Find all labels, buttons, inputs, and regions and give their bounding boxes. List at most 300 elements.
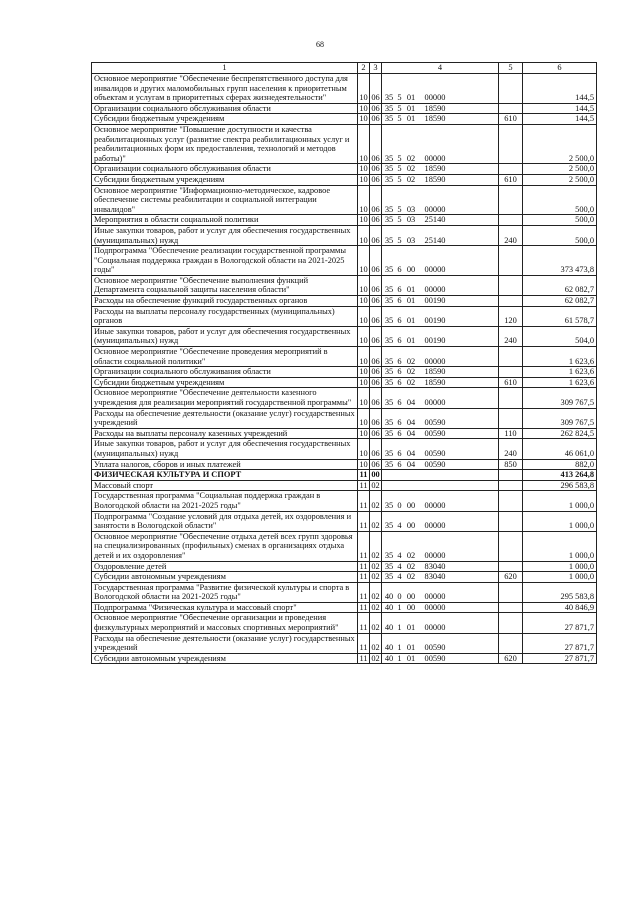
row-target-code — [382, 572, 499, 583]
table-row — [92, 174, 597, 185]
row-target-code — [382, 653, 499, 664]
code-segment: 01 — [406, 316, 416, 326]
code-segment: 5 — [397, 103, 402, 113]
code-segment: 5 — [397, 164, 402, 174]
row-name: Иные закупки товаров, работ и услуг для обеспечения государственных (муниципальных) нужд — [92, 225, 358, 245]
row-section: 10 — [359, 377, 368, 387]
row-target-code — [382, 215, 499, 226]
row-expense-type — [499, 408, 523, 428]
table-row — [92, 531, 597, 561]
row-name: Основное мероприятие "Информационно-методическое, кадровое обеспечение системы реабилитации и социальной интеграции инвалидов" — [92, 185, 358, 215]
row-section: 10 — [359, 428, 368, 438]
row-subsection: 06 — [370, 388, 382, 408]
code-segment: 02 — [406, 174, 416, 184]
code-segment: 04 — [406, 428, 416, 438]
code-segment: 1 — [397, 653, 402, 663]
row-expense-type — [499, 296, 523, 307]
code-segment: 35 — [384, 153, 394, 163]
code-segment: 00000 — [424, 93, 446, 103]
row-name: Расходы на обеспечение деятельности (оказание услуг) государственных учреждений — [92, 633, 358, 653]
row-amount: 2 500,0 — [523, 164, 597, 175]
row-name: Мероприятия в области социальной политики — [92, 215, 358, 226]
row-amount: 40 846,9 — [523, 602, 597, 613]
row-section: 11 — [358, 633, 370, 653]
row-name: Основное мероприятие "Обеспечение отдыха детей всех групп здоровья на специализированных (профильных) сменах в организациях отдыха детей и их оздоровления" — [92, 531, 358, 561]
table-row — [92, 124, 597, 163]
code-segment: 04 — [406, 448, 416, 458]
code-segment: 00190 — [424, 316, 446, 326]
code-segment: 00000 — [424, 592, 446, 602]
row-expense-type — [499, 74, 523, 104]
code-segment: 4 — [397, 561, 402, 571]
row-expense-type — [499, 491, 523, 511]
code-segment: 5 — [397, 114, 402, 124]
code-segment: 6 — [397, 356, 402, 366]
row-target-code — [382, 408, 499, 428]
row-subsection: 02 — [371, 480, 380, 490]
row-name: Иные закупки товаров, работ и услуг для обеспечения государственных (муниципальных) нужд — [92, 439, 358, 459]
code-segment: 00190 — [424, 296, 446, 306]
row-section: 10 — [358, 347, 370, 367]
row-expense-type: 240 — [499, 225, 523, 245]
row-amount: 144,5 — [523, 103, 597, 114]
row-target-code — [382, 225, 499, 245]
row-name: Основное мероприятие "Обеспечение выполнения функций Департамента социальной защиты населения области" — [92, 275, 358, 295]
row-target-code — [382, 347, 499, 367]
row-expense-type — [499, 511, 523, 531]
table-row — [92, 246, 597, 276]
table-row — [92, 185, 597, 215]
row-target-code — [382, 439, 499, 459]
code-segment: 18590 — [424, 174, 446, 184]
row-subsection: 02 — [370, 531, 382, 561]
row-section: 10 — [359, 367, 368, 377]
row-expense-type — [499, 185, 523, 215]
row-amount: 500,0 — [523, 185, 597, 215]
row-name: Расходы на обеспечение деятельности (оказание услуг) государственных учреждений — [92, 408, 358, 428]
row-section: 11 — [358, 491, 370, 511]
row-target-code — [382, 174, 499, 185]
code-segment: 35 — [384, 204, 394, 214]
code-segment: 6 — [397, 316, 402, 326]
table-row — [92, 633, 597, 653]
row-expense-type — [499, 613, 523, 633]
code-segment: 40 — [384, 592, 394, 602]
row-subsection: 06 — [371, 459, 380, 469]
row-amount: 46 061,0 — [523, 439, 597, 459]
code-segment: 03 — [406, 235, 416, 245]
row-section: 11 — [359, 572, 368, 582]
code-segment: 35 — [384, 572, 394, 582]
row-amount: 309 767,5 — [523, 388, 597, 408]
code-segment: 6 — [397, 296, 402, 306]
code-segment: 02 — [406, 377, 416, 387]
code-segment: 4 — [397, 572, 402, 582]
table-row — [92, 164, 597, 175]
row-section: 11 — [359, 602, 368, 612]
row-target-code — [382, 470, 499, 481]
row-target-code — [382, 388, 499, 408]
code-segment: 6 — [397, 448, 402, 458]
row-amount: 309 767,5 — [523, 408, 597, 428]
row-section: 10 — [358, 74, 370, 104]
code-segment: 03 — [406, 204, 416, 214]
row-amount: 1 623,6 — [523, 347, 597, 367]
row-subsection: 02 — [371, 653, 380, 663]
row-amount: 61 578,7 — [523, 306, 597, 326]
header-col-4: 4 — [382, 63, 499, 74]
row-expense-type: 620 — [499, 572, 523, 583]
header-col-5: 5 — [499, 63, 523, 74]
code-segment: 00190 — [424, 336, 446, 346]
row-target-code — [382, 124, 499, 163]
row-subsection: 02 — [370, 633, 382, 653]
row-name: Основное мероприятие "Обеспечение организации и проведения физкультурных мероприятий и массовых спортивных мероприятий" — [92, 613, 358, 633]
code-segment: 35 — [384, 235, 394, 245]
row-target-code — [382, 459, 499, 470]
code-segment: 5 — [397, 153, 402, 163]
row-expense-type — [499, 347, 523, 367]
row-section: 10 — [358, 408, 370, 428]
row-expense-type: 110 — [499, 428, 523, 439]
table-row — [92, 582, 597, 602]
row-target-code — [382, 367, 499, 378]
row-subsection: 06 — [371, 367, 380, 377]
row-section: 10 — [358, 185, 370, 215]
row-expense-type — [499, 275, 523, 295]
row-target-code — [382, 74, 499, 104]
row-section: 10 — [359, 164, 368, 174]
code-segment: 0 — [397, 500, 402, 510]
row-target-code — [382, 613, 499, 633]
code-segment: 00590 — [424, 653, 446, 663]
row-expense-type — [499, 388, 523, 408]
budget-table — [91, 62, 597, 664]
code-segment: 1 — [397, 602, 402, 612]
row-name: Субсидии бюджетным учреждениям — [92, 377, 358, 388]
code-segment: 00 — [406, 602, 416, 612]
table-row — [92, 459, 597, 470]
code-segment: 6 — [397, 428, 402, 438]
row-subsection: 06 — [371, 215, 380, 225]
code-segment: 00000 — [424, 623, 446, 633]
row-subsection: 02 — [371, 572, 380, 582]
row-expense-type — [499, 470, 523, 481]
code-segment: 35 — [384, 265, 394, 275]
table-row — [92, 306, 597, 326]
table-row — [92, 613, 597, 633]
row-amount: 62 082,7 — [523, 296, 597, 307]
code-segment: 6 — [397, 265, 402, 275]
code-segment: 4 — [397, 550, 402, 560]
row-subsection: 06 — [370, 347, 382, 367]
row-amount: 413 264,8 — [523, 470, 597, 481]
row-target-code — [382, 275, 499, 295]
table-row — [92, 480, 597, 491]
code-segment: 5 — [397, 204, 402, 214]
row-name: Подпрограмма "Обеспечение реализации государственной программы "Социальная поддержка граждан в Вологодской области на 2021-2025 годы" — [92, 246, 358, 276]
row-section: 11 — [358, 511, 370, 531]
row-section: 11 — [359, 480, 368, 490]
code-segment: 35 — [384, 296, 394, 306]
row-subsection: 06 — [370, 185, 382, 215]
code-segment: 00000 — [424, 265, 446, 275]
row-amount: 27 871,7 — [523, 613, 597, 633]
code-segment: 04 — [406, 418, 416, 428]
row-name: Государственная программа "Развитие физической культуры и спорта в Вологодской области на 2021-2025 годы" — [92, 582, 358, 602]
code-segment: 02 — [406, 164, 416, 174]
code-segment: 00590 — [424, 448, 446, 458]
code-segment: 00590 — [424, 643, 446, 653]
code-segment: 02 — [406, 367, 416, 377]
row-subsection: 06 — [370, 225, 382, 245]
code-segment: 18590 — [424, 367, 446, 377]
row-expense-type — [499, 602, 523, 613]
code-segment: 35 — [384, 285, 394, 295]
table-row — [92, 388, 597, 408]
table-row — [92, 74, 597, 104]
row-subsection: 02 — [370, 491, 382, 511]
table-row — [92, 296, 597, 307]
row-name: Расходы на выплаты персоналу государственных (муниципальных) органов — [92, 306, 358, 326]
row-amount: 500,0 — [523, 225, 597, 245]
code-segment: 25140 — [424, 215, 446, 225]
code-segment: 18590 — [424, 103, 446, 113]
row-expense-type — [499, 582, 523, 602]
row-expense-type: 240 — [499, 439, 523, 459]
code-segment: 6 — [397, 367, 402, 377]
table-row — [92, 572, 597, 583]
row-section: 11 — [358, 531, 370, 561]
row-section: 11 — [358, 470, 370, 481]
code-segment: 35 — [384, 550, 394, 560]
row-subsection: 02 — [370, 613, 382, 633]
row-amount: 1 000,0 — [523, 531, 597, 561]
row-expense-type — [499, 531, 523, 561]
row-section: 11 — [358, 582, 370, 602]
code-segment: 35 — [384, 418, 394, 428]
row-amount: 27 871,7 — [523, 653, 597, 664]
row-name: Основное мероприятие "Обеспечение беспрепятственного доступа для инвалидов и других маломобильных групп населения к приоритетным объектам и услугам в приоритетных сферах жизнедеятельности" — [92, 74, 358, 104]
row-amount: 1 000,0 — [523, 511, 597, 531]
code-segment: 01 — [406, 93, 416, 103]
code-segment: 00000 — [424, 602, 446, 612]
code-segment: 01 — [406, 643, 416, 653]
code-segment: 83040 — [424, 572, 446, 582]
row-amount: 882,0 — [523, 459, 597, 470]
row-target-code — [382, 377, 499, 388]
row-expense-type — [499, 124, 523, 163]
code-segment: 25140 — [424, 235, 446, 245]
code-segment: 6 — [397, 377, 402, 387]
row-expense-type — [499, 480, 523, 491]
code-segment: 01 — [406, 103, 416, 113]
row-amount: 144,5 — [523, 74, 597, 104]
row-target-code — [382, 326, 499, 346]
code-segment: 02 — [406, 550, 416, 560]
row-subsection: 06 — [370, 275, 382, 295]
row-section: 10 — [358, 246, 370, 276]
row-name: Подпрограмма "Физическая культура и массовый спорт" — [92, 602, 358, 613]
row-subsection: 06 — [371, 377, 380, 387]
row-name: Массовый спорт — [92, 480, 358, 491]
row-name: Основное мероприятие "Обеспечение деятельности казенного учреждения для реализации мероприятий государственной программы" — [92, 388, 358, 408]
row-expense-type — [499, 164, 523, 175]
code-segment: 00590 — [424, 459, 446, 469]
row-expense-type: 610 — [499, 114, 523, 125]
code-segment: 01 — [406, 623, 416, 633]
code-segment: 02 — [406, 561, 416, 571]
row-section: 10 — [359, 174, 368, 184]
row-subsection: 06 — [371, 103, 380, 113]
row-amount: 1 623,6 — [523, 367, 597, 378]
code-segment: 35 — [384, 93, 394, 103]
row-name: Расходы на выплаты персоналу казенных учреждений — [92, 428, 358, 439]
row-target-code — [382, 531, 499, 561]
row-amount: 373 473,8 — [523, 246, 597, 276]
row-name: Субсидии автономным учреждениям — [92, 653, 358, 664]
row-name: Расходы на обеспечение функций государственных органов — [92, 296, 358, 307]
code-segment: 18590 — [424, 377, 446, 387]
code-segment: 01 — [406, 114, 416, 124]
code-segment: 01 — [406, 285, 416, 295]
row-section: 10 — [359, 459, 368, 469]
header-col-1: 1 — [92, 63, 358, 74]
code-segment: 35 — [384, 459, 394, 469]
row-subsection: 02 — [370, 582, 382, 602]
row-amount: 1 623,6 — [523, 377, 597, 388]
row-expense-type: 850 — [499, 459, 523, 470]
code-segment: 4 — [397, 521, 402, 531]
code-segment: 01 — [406, 336, 416, 346]
code-segment: 04 — [406, 398, 416, 407]
row-expense-type — [499, 103, 523, 114]
row-expense-type: 240 — [499, 326, 523, 346]
code-segment: 83040 — [424, 561, 446, 571]
row-subsection: 06 — [370, 326, 382, 346]
code-segment: 35 — [384, 398, 394, 407]
row-amount: 1 000,0 — [523, 491, 597, 511]
row-expense-type: 120 — [499, 306, 523, 326]
row-section: 10 — [358, 306, 370, 326]
row-subsection: 00 — [371, 470, 380, 480]
row-subsection: 06 — [370, 439, 382, 459]
table-row — [92, 408, 597, 428]
row-amount: 262 824,5 — [523, 428, 597, 439]
code-segment: 35 — [384, 174, 394, 184]
code-segment: 02 — [406, 153, 416, 163]
table-row — [92, 377, 597, 388]
code-segment: 35 — [384, 367, 394, 377]
row-section: 10 — [358, 275, 370, 295]
header-col-2: 2 — [358, 63, 370, 74]
row-target-code — [382, 246, 499, 276]
row-expense-type — [499, 246, 523, 276]
code-segment: 35 — [384, 356, 394, 366]
table-row — [92, 470, 597, 481]
table-row — [92, 275, 597, 295]
code-segment: 40 — [384, 623, 394, 633]
code-segment: 6 — [397, 418, 402, 428]
row-name: Подпрограмма "Создание условий для отдыха детей, их оздоровления и занятости в Вологодской области" — [92, 511, 358, 531]
code-segment: 0 — [397, 592, 402, 602]
code-segment: 6 — [397, 336, 402, 346]
row-amount: 1 000,0 — [523, 572, 597, 583]
row-subsection: 06 — [370, 408, 382, 428]
row-section: 11 — [358, 613, 370, 633]
row-subsection: 06 — [370, 74, 382, 104]
row-section: 10 — [358, 124, 370, 163]
row-expense-type — [499, 633, 523, 653]
code-segment: 03 — [406, 215, 416, 225]
row-expense-type: 620 — [499, 653, 523, 664]
code-segment: 00000 — [424, 500, 446, 510]
row-expense-type: 610 — [499, 174, 523, 185]
row-target-code — [382, 491, 499, 511]
code-segment: 00000 — [424, 204, 446, 214]
row-amount: 504,0 — [523, 326, 597, 346]
table-row — [92, 103, 597, 114]
row-target-code — [382, 561, 499, 572]
row-subsection: 06 — [370, 246, 382, 276]
table-row — [92, 491, 597, 511]
code-segment: 00590 — [424, 418, 446, 428]
code-segment: 04 — [406, 459, 416, 469]
code-segment: 5 — [397, 174, 402, 184]
code-segment: 6 — [397, 398, 402, 407]
row-name: Субсидии автономным учреждениям — [92, 572, 358, 583]
row-name: Государственная программа "Социальная поддержка граждан в Вологодской области на 2021-2025 годы" — [92, 491, 358, 511]
table-row — [92, 326, 597, 346]
row-section: 10 — [359, 215, 368, 225]
code-segment: 35 — [384, 377, 394, 387]
row-subsection: 06 — [371, 164, 380, 174]
table-row — [92, 602, 597, 613]
row-name: Уплата налогов, сборов и иных платежей — [92, 459, 358, 470]
row-expense-type — [499, 367, 523, 378]
code-segment: 5 — [397, 93, 402, 103]
row-name: Субсидии бюджетным учреждениям — [92, 114, 358, 125]
row-amount: 295 583,8 — [523, 582, 597, 602]
table-row — [92, 561, 597, 572]
code-segment: 01 — [406, 296, 416, 306]
row-amount: 500,0 — [523, 215, 597, 226]
code-segment: 35 — [384, 316, 394, 326]
row-section: 11 — [359, 561, 368, 571]
code-segment: 00 — [406, 521, 416, 531]
code-segment: 00000 — [424, 550, 446, 560]
row-target-code — [382, 306, 499, 326]
row-name: Основное мероприятие "Обеспечение проведения мероприятий в области социальной политики" — [92, 347, 358, 367]
code-segment: 18590 — [424, 114, 446, 124]
row-target-code — [382, 428, 499, 439]
table-header-row — [92, 63, 597, 74]
row-section: 10 — [359, 114, 368, 124]
code-segment: 00590 — [424, 428, 446, 438]
row-name: Организации социального обслуживания области — [92, 103, 358, 114]
row-target-code — [382, 582, 499, 602]
code-segment: 00000 — [424, 398, 446, 407]
code-segment: 35 — [384, 428, 394, 438]
code-segment: 35 — [384, 215, 394, 225]
code-segment: 02 — [406, 572, 416, 582]
code-segment: 40 — [384, 643, 394, 653]
row-target-code — [382, 602, 499, 613]
code-segment: 00000 — [424, 356, 446, 366]
code-segment: 5 — [397, 215, 402, 225]
row-name: Субсидии бюджетным учреждениям — [92, 174, 358, 185]
row-subsection: 06 — [371, 114, 380, 124]
